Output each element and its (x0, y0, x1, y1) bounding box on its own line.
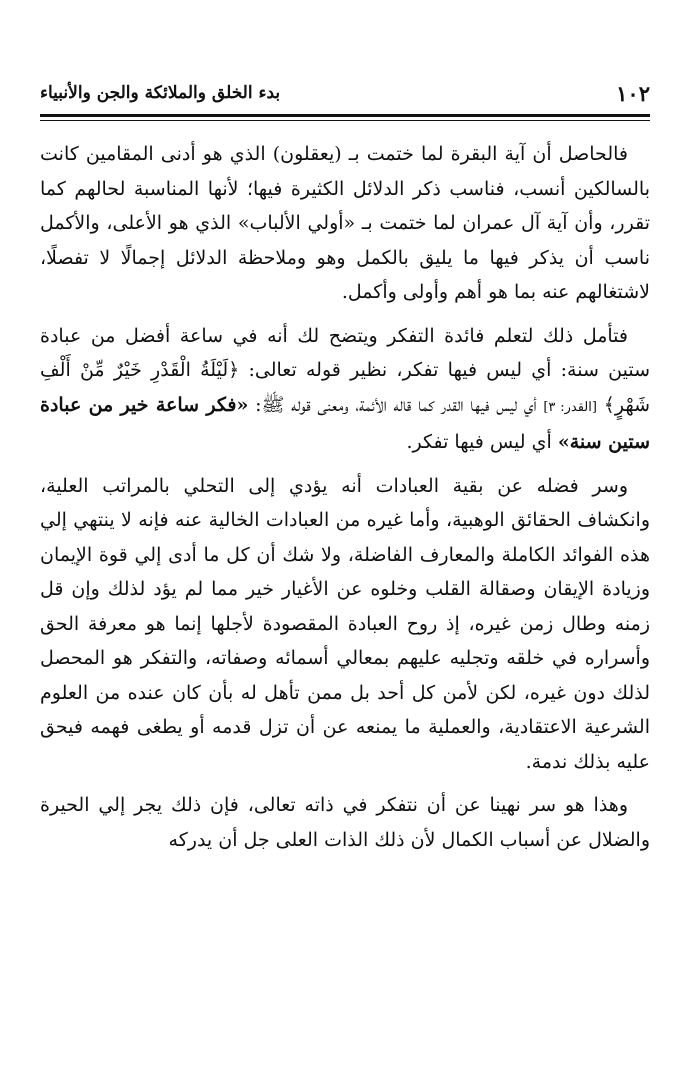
verse-reference: [القدر: ٣] (543, 399, 597, 415)
page-number: ١٠٢ (616, 80, 650, 106)
header-rule-thin (40, 120, 650, 121)
hadith-quote: «فكر ساعة خير من عبادة ستين سنة» (40, 393, 650, 453)
header-rule-thick (40, 114, 650, 117)
quran-verse: ﴿لَيْلَةُ الْقَدْرِ خَيْرٌ مِّنْ أَلْفِ شَهْرٍ﴾ (40, 359, 650, 416)
paragraph-text: فتأمل ذلك لتعلم فائدة التفكر ويتضح لك أنه في ساعة أفضل من عبادة ستين سنة: أي ليس فيها تفكر، نظير قوله تعالى: (40, 324, 650, 381)
paragraph-text: أي ليس فيها القدر كما قاله الأئمة، ومعنى قوله ﷺ: (248, 393, 544, 416)
paragraph (40, 319, 650, 460)
paragraph: وسر فضله عن بقية العبادات أنه يؤدي إلى التحلي بالمراتب العلية، وانكشاف الحقائق الوهبية، وأما غيره من العبادات الخالية عنه فإنه لا ينتهي إلي هذه الفوائد الكاملة والمعارف الفاضلة، ولا شك أن كل ما أدى إلي قوة الإيمان وزيادة الإيقان وصقالة القلب وخلوه عن الأغيار خير مما لم يؤد لذلك وإن قل زمنه وطال زمن غيره، إذ روح العبادة المقصودة لأجلها إنما هو معرفة الحق وأسراره في خلقه وتجليه عليهم بمعالي أسمائه وصفاته، والتفكر هو المحصل لذلك دون غيره، لكن لأمن كل أحد بل ممن تأهل له بأن كان عنده من العلوم الشرعية الاعتقادية، والعملية ما يمنعه عن أن تزل قدمه أو يطغى فهمه فيحق عليه بذلك ندمة. (40, 474, 650, 773)
paragraph-text: أي ليس فيها تفكر. (406, 431, 558, 453)
paragraph: وهذا هو سر نهينا عن أن نتفكر في ذاته تعالى، فإن ذلك يجر إلي الحيرة والضلال عن أسباب الكمال لأن ذلك الذات العلى جل أن يدركه (40, 794, 650, 851)
paragraph: فالحاصل أن آية البقرة لما ختمت بـ (يعقلون) الذي هو أدنى المقامين كانت بالسالكين أنسب، فناسب ذكر الدلائل الكثيرة فيها؛ لأنها المناسبة لحالهم كما تقرر، وأن آية آل عمران لما ختمت بـ «أولي الألباب» الذي هو الأعلى، والأكمل ناسب أن يذكر فيها ما يليق بالكمل وهو وملاحظة الدلائل إجمالًا لا تفصلًا، لاشتغالهم عنه بما هو أهم وأولى وأكمل. (40, 143, 650, 303)
running-title: بدء الخلق والملائكة والجن والأنبياء (40, 83, 281, 103)
page-header (40, 78, 650, 108)
body-text (40, 137, 650, 857)
